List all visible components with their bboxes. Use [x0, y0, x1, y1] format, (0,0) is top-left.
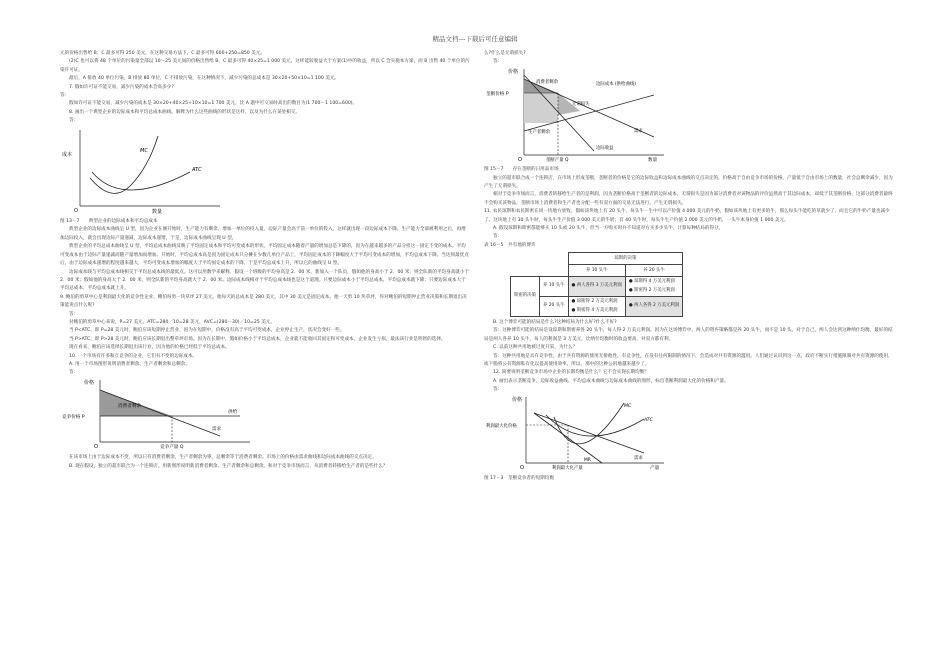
page-header: 精品文档---下载后可任意编辑	[432, 35, 518, 43]
monopoly-price-label: 垄断价格 P	[486, 91, 509, 97]
question: 9. 鲍伯的剪草中心是利润最大化的竞争性企业。鲍伯每剪一块草坪 27 美元，他每天的总成本是 280 美元，其中 30 美元是固定成本。他一天剪 10 块草坪，你对鲍伯的短期停止营业决策和长期退出决策能说点什么呢?	[60, 294, 467, 309]
mc-label: MC	[624, 403, 632, 409]
mr-label: MR	[584, 457, 591, 463]
answer-label: 答：	[69, 118, 79, 124]
axis-label-y: 成本	[62, 151, 73, 158]
question: 11. 农民琼斯和农民斯密在同一块地方放牧，假如该块地上有 20 头牛，每头牛一生中可以产价值 4 000 美元的牛奶，假如该块地上有更多的牛，那么每头牛能吃的草就少了，而且它的牛奶产量也减少了。这块地上有 30 头牛时，每头牛生产价值 3 000 美元的牛奶；有 40 头牛时，每头牛生产价值 2 000 美元的牛奶，一头牛本身价值 1 000 美元。	[484, 209, 890, 223]
column-header: 养 20 头牛	[625, 265, 682, 277]
question-continued: 么?什么是无谓损失?	[484, 51, 526, 56]
figure-caption: 图 13－7 典型企业的边际成本和平均总成本	[60, 219, 158, 225]
supply-label: 供给	[228, 409, 238, 415]
answer: 答：这种共用地是具有竞争性，由于共有资源的使用无排他性，有竞争性，在没有任何限制的情况下，会造成对共有资源的滥用。人们通过认识到这一点，政府不断实行措施限制对共有资源的使用，或干脆将公有资源私有化以提高使用效率，所以，那中的这种公用地越来越少了。	[484, 353, 893, 367]
figure-mc-atc	[60, 126, 230, 214]
answer-label: 答：	[60, 93, 70, 99]
table-header-smith: 斯密的决策	[511, 277, 540, 317]
row-header: 养 10 头牛	[539, 277, 568, 297]
answer: 对鲍伯的剪草中心来说，P=27 美元，ATC=280／10=28 美元，AVC=(280－30)／10=25 美元。	[69, 319, 275, 325]
profit-max-price-label: 利润最大化价格	[486, 423, 517, 429]
payoff-table	[510, 252, 683, 317]
question: B. 这个博弈可能的结局是什么?这种结局为什么好?什么不好?	[493, 319, 617, 325]
axis-label-x: 产量	[650, 465, 660, 471]
atc-label: ATC	[644, 417, 653, 423]
paragraph: 边际成本线与平均总成本线相交于平均总成本线的最低点。这可以用数学来解释，假设一个班级的平均身高是 2．00 米，新加入一个队员，假如他的身高小于 2．00 米，则全队新的平均身高就小于 2．00 米；假如他的身高大于 2．00 米，则全队新的平均身高就大于 2．00 米。边际成本线相对于平均总成本线也是这个道理。只要边际成本小于平均总成本，平均总成本就下降；只要边际成本大于平均总成本，平均总成本就上升。	[60, 269, 470, 292]
answer: 当 P<ATC，即 P=28 美元时，鲍伯应该短期停止营业，因为在短期中，价格没有高于平均可变成本，企业停止生产，状况会变好一些。	[69, 328, 345, 334]
demand-label: 需求	[212, 426, 222, 432]
payoff-cell: ● 两人各得 2 万美元利润	[625, 297, 682, 317]
answer: 假如许可证不能交易，减少污染的成本是 30×20+40×25+10×10=1 700 美元，比 A 题中可交易时高出的数目为(1 700－1 100=600)。	[69, 101, 358, 107]
question: 10. 一个市场有许多和互竞争的企业，它们有不变的边际成本。	[69, 353, 198, 359]
paragraph: 典型企业的边际成本曲线呈 U 型，因为企业在刚开始时，生产能力有剩余，增加一单位的投入量，边际产量会高于前一单位的投入，这样就出现一段边际成本下降。生产能力全部被利用之后，再增加边际投入，就会出现边际产量递减，边际成本递增，于是，边际成本曲线呈现 U 型。	[60, 227, 466, 241]
atc-label: ATC	[192, 166, 202, 173]
question: 12. 简要说明垄断竞争市场中企业的长期均衡是什么？它不会实现长期均衡？	[493, 370, 649, 376]
question: 7. 假如许可证不能交易，减少污染的成本会高多少?	[69, 84, 174, 90]
paragraph: 相对于竞争市场而言，消费者转移给生产者的是利润，因为垄断价格高于垄断者的边际成本，无谓损失是因为部分消费者对该物品的评价虽然高于其边际成本，却低于其垄断价格，这部分消费者最终不会购买该物品，垄断市场上消费者和生产者也分配一些有双方面的交易无法进行，产生无谓损失。	[484, 192, 893, 206]
row-header: 养 20 头牛	[539, 297, 568, 317]
axis-label-y: 价格	[512, 396, 523, 403]
producer-surplus-label: 生产者剩余	[528, 129, 550, 135]
payoff-cell: ● 琼斯得 4 万美元利润 ● 斯密得 2 万美元利润	[625, 277, 682, 297]
origin-label: O	[520, 464, 524, 471]
answer-label: 答：	[493, 59, 503, 65]
axis-label-x: 竞争产量 Q	[160, 444, 184, 450]
table-header-jones: 琼斯的决策	[568, 253, 683, 265]
question: A. 假设琼斯和斯密都能够买 10 头或 20 头牛，但当一方购买时并不知道对方买多少头牛，计算每种结局的得分。	[493, 226, 724, 232]
origin-label: O	[74, 207, 78, 214]
figure-caption: 图 15－7 存在垄断的日用品市场	[484, 167, 559, 173]
figure-monopolistic-competition	[484, 395, 684, 471]
origin-label: O	[518, 156, 522, 162]
payoff-cell: ● 琼斯得 2 万美元利润 ● 斯密得 4 万美元利润	[568, 297, 625, 317]
answer: 现在看来，鲍伯应该选择长期退出该行业，因为他的价格已经低于平均总成本。	[69, 345, 230, 351]
axis-label-x: 数量	[152, 208, 163, 214]
axis-label-y: 价格	[508, 68, 519, 75]
answer-label: 答：	[69, 311, 79, 317]
answer: 答：这种博弈可能的结局是设琼斯和斯密养各 20 头牛，每人得 2 万美元利润。因为在这场博弈中，两人的资弃策略都是养 20 头牛，而不是 10 头。对于自己，两人会达到这种纳什均衡，最好的结局是两人各养 10 头牛，每人的利润是 3 万美元，比纳什均衡时的收益要高，对双方都有利。	[484, 328, 893, 342]
mc-label: MC	[140, 147, 148, 154]
axis-label-y: 价格	[84, 379, 95, 386]
figure-monopoly-market	[484, 67, 684, 162]
monopoly-quantity-label: 垄断产量 Q	[546, 157, 569, 162]
table-caption: 表 16－5 共有地的博弈	[484, 242, 536, 248]
right-column	[484, 50, 894, 483]
answer-label: 答：	[493, 387, 503, 393]
paragraph: 元的价格出售给 B；C 最多可得 250 美元，在这种交易方法下，C 最多可得 600+250=850 美元。	[60, 51, 265, 56]
axis-label-x: 数量	[648, 157, 658, 162]
question: B. 现在假设，独立的超市联合为一个连锁店。用新图形说明新消费者剩余、生产者剩余和总剩余。和对于竞争市场而言，从消费者转移给生产者的是些什么？	[69, 463, 388, 469]
figure-caption: 图 17－3 垄断竞争者的短期均衡	[484, 475, 554, 481]
mc-supply-label: 边际成本 (供给曲线)	[596, 81, 636, 87]
question: A. 画出表示垄断竞争、边际收益曲线、平均总成本曲线与边际成本曲线的图形，标出垄断利润最大化的价格和产量。	[493, 378, 729, 384]
paragraph: (2)C 也可以将 48 个单位的污染量全部以 10～25 美元间的价格出售给 B，C 最多可得 40×25=1 000 美元，这样能较收益大于方案(1)中的收益，所以 C 会实施本方案，而 B 出售 40 个单位的污染许可证。	[60, 59, 470, 73]
paragraph: 典型企业的平均总成本曲线呈 U 型，平均总成本曲线反映了平均固定成本和平均可变成本的形状。平均固定成本随着产量的增加总是下降的，因为在越来越多的产品分担这一固定不变的成本。平均可变成本由于边际产量递减而随产量增加而增加。开始时，平均总成本高是因为固定成本只分摊在少数几单位产品上，平均固定成本的下降幅度大于平均可变成本的增加，平均总成本下降。当达到最优点后，由于边际成本递增的程度越来越大，平均可变成本增加的幅度大于平均固定成本的下降，于是平均总成本上升，所以它的曲线呈 U 型。	[60, 244, 469, 267]
profit-max-quantity-label: 利润最大化产量	[552, 465, 583, 471]
demand-label: 需求	[634, 128, 643, 134]
paragraph: 独立的超市联合成一个连锁店，在市场上形成垄断，垄断者的价格是它的边际收益和边际成本曲线的交点决定的，价格高于自由竞争市场的价格，产量低于自由市场上的数量，社会总剩余减少，因为产生了无谓损失。	[484, 175, 893, 190]
question: A. 用一个市场图形说明消费者剩余、生产者剩余和总剩余。	[69, 361, 190, 367]
paragraph: 最后，A 排放 40 单位污染，B 排放 80 单位，C 不排放污染，在这种情况下，减少污染的总成本是 30×20+50×10=1 100 美元。	[69, 76, 340, 82]
question: 8. 画出一个典型企业的边际成本和平均总成本曲线。解释为什么这些曲线的形状是这样，以及为什么在某处相交。	[69, 109, 300, 115]
consumer-surplus-label: 消费者剩余	[118, 403, 141, 409]
mr-label: 边际收益	[596, 145, 614, 151]
deadweight-loss-label: 无谓损失	[572, 101, 590, 107]
answer-label: 答：	[69, 370, 79, 376]
figure-competitive-market	[60, 378, 260, 450]
answer: 当 P>ATC，即 P>28 美元时，鲍伯应该长期退出整草坪市场。因为在长期中，假如价格小于平均总成本，企业就不能收回其固定和可变成本，企业发生亏损，最法该行业是明智的选择。	[69, 336, 446, 342]
left-column	[60, 50, 470, 471]
demand-label: 需求	[634, 455, 643, 461]
payoff-cell: ● 两人各得 3 万美元利润	[568, 277, 625, 297]
column-header: 养 10 头牛	[568, 265, 625, 277]
answer-label: 答：	[493, 234, 503, 240]
question: C. 以前这种共用地被过度开采，为什么？	[493, 345, 578, 351]
paragraph: 在该市场上由于边际成本不变，所以只有消费者剩余，生产者剩余为零，总剩余等于消费者剩余。市场上的价格由需求曲线和边际成本曲线的交点决定。	[69, 455, 377, 461]
consumer-surplus-label: 消费者剩余	[536, 79, 558, 85]
price-label: 竞争价格 P	[62, 414, 85, 420]
origin-label: O	[94, 443, 98, 450]
